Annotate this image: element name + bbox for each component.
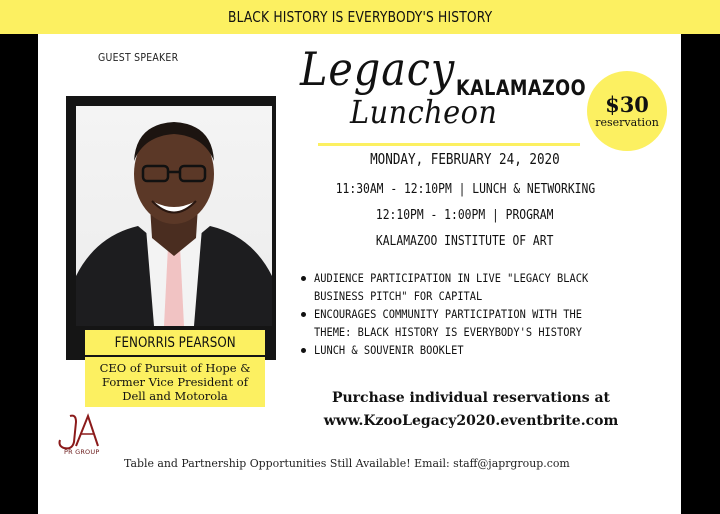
ja-pr-group-logo-icon	[54, 412, 114, 468]
list-item: LUNCH & SOUVENIR BOOKLET	[300, 342, 670, 360]
event-highlights-list	[300, 270, 670, 361]
event-venue: KALAMAZOO INSTITUTE OF ART	[376, 233, 554, 249]
event-title-legacy: Legacy	[300, 42, 456, 96]
title-divider	[318, 143, 580, 146]
footer-text: Table and Partnership Opportunities Still Available! Email: staff@japrgroup.com	[124, 456, 570, 470]
banner-text: BLACK HISTORY IS EVERYBODY'S HISTORY	[227, 8, 493, 26]
event-time-program: 12:10PM - 1:00PM | PROGRAM	[376, 207, 554, 223]
price-note: reservation	[595, 115, 659, 129]
guest-speaker-label: GUEST SPEAKER	[98, 51, 179, 64]
speaker-name: FENORRIS PEARSON	[114, 334, 236, 351]
speaker-title: CEO of Pursuit of Hope & Former Vice President of Dell and Motorola	[99, 361, 251, 403]
price-amount: $30	[605, 91, 649, 117]
list-item: ENCOURAGES COMMUNITY PARTICIPATION WITH THE THEME: BLACK HISTORY IS EVERYBODY'S HISTORY	[300, 306, 670, 341]
event-title-luncheon: Luncheon	[350, 93, 498, 131]
speaker-title-box	[85, 357, 265, 407]
list-item: AUDIENCE PARTICIPATION IN LIVE "LEGACY BLACK BUSINESS PITCH" FOR CAPITAL	[300, 270, 670, 305]
price-badge	[587, 71, 667, 151]
logo-text: PR GROUP	[64, 448, 100, 456]
speaker-photo	[76, 106, 272, 326]
purchase-url-link[interactable]: www.KzooLegacy2020.eventbrite.com	[323, 413, 619, 429]
event-time-lunch: 11:30AM - 12:10PM | LUNCH & NETWORKING	[335, 181, 595, 197]
event-date: MONDAY, FEBRUARY 24, 2020	[370, 150, 560, 168]
speaker-name-box	[85, 330, 265, 355]
purchase-text: Purchase individual reservations at	[331, 390, 611, 406]
top-banner	[0, 0, 720, 34]
event-city: KALAMAZOO	[456, 76, 586, 100]
